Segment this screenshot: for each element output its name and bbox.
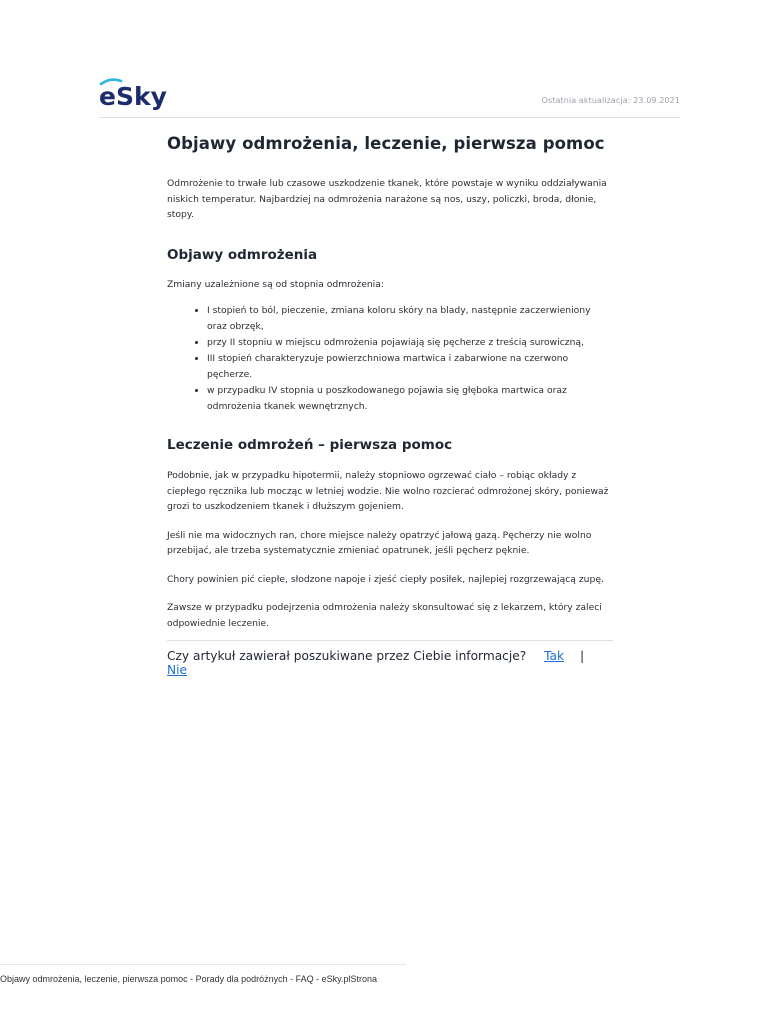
feedback-question: Czy artykuł zawierał poszukiwane przez Ciebie informacje? <box>167 649 527 663</box>
feedback-yes-link[interactable]: Tak <box>544 649 565 663</box>
esky-logo[interactable] <box>99 76 169 110</box>
feedback-bar <box>167 640 613 677</box>
header <box>99 72 680 118</box>
symptoms-lead: Zmiany uzależnione są od stopnia odmrożenia: <box>167 278 384 290</box>
footer-divider <box>0 964 406 965</box>
last-update: Ostatnia aktualizacja: 23.09.2021 <box>541 96 680 105</box>
treatment-paragraph: Jeśli nie ma widocznych ran, chore miejsce należy opatrzyć jałową gazą. Pęcherzy nie wolno przebijać, ale trzeba systematycznie zmieniać opatrunek, jeśli pęcherz pęknie. <box>167 529 592 556</box>
feedback-separator: | <box>579 649 585 663</box>
list-item: • przy II stopniu w miejscu odmrożenia pojawiają się pęcherze z treścią surowiczną, <box>207 335 613 351</box>
treatment-paragraph: Zawsze w przypadku podejrzenia odmrożenia należy skonsultować się z lekarzem, który zaleci odpowiednie leczenie. <box>167 602 602 629</box>
print-footer: Objawy odmrożenia, leczenie, pierwsza pomoc - Porady dla podróżnych - FAQ - eSky.plStrona <box>0 974 378 984</box>
treatment-paragraph: Podobnie, jak w przypadku hipotermii, należy stopniowo ogrzewać ciało – robiąc okłady z ciepłego ręcznika lub mocząc w letniej wodzie. Nie wolno rozcierać odmrożonej skóry, ponieważ grozi to uszkodzeniem tkanek i dłuższym gojeniem. <box>167 470 609 512</box>
article-title: Objawy odmrożenia, leczenie, pierwsza pomoc <box>167 134 605 153</box>
feedback-no-link[interactable]: Nie <box>167 663 188 677</box>
article <box>167 132 613 631</box>
section-heading-treatment: Leczenie odmrożeń – pierwsza pomoc <box>167 437 453 453</box>
treatment-paragraph: Chory powinien pić ciepłe, słodzone napoje i zjeść ciepły posiłek, najlepiej rozgrzewającą zupę. <box>167 573 604 585</box>
section-heading-symptoms: Objawy odmrożenia <box>167 246 318 263</box>
list-item: • III stopień charakteryzuje powierzchniowa martwica i zabarwione na czerwono pęcherze. <box>207 351 613 383</box>
symptoms-list <box>167 303 613 415</box>
list-item: • w przypadku IV stopnia u poszkodowanego pojawia się głęboka martwica oraz odmrożenia tkanek wewnętrznych. <box>207 383 613 415</box>
svg-text:eSky: eSky <box>99 82 167 110</box>
list-item: • I stopień to ból, pieczenie, zmiana koloru skóry na blady, następnie zaczerwieniony oraz obrzęk, <box>207 303 613 335</box>
intro-paragraph: Odmrożenie to trwałe lub czasowe uszkodzenie tkanek, które powstaje w wyniku oddziaływania niskich temperatur. Najbardziej na odmrożenia narażone są nos, uszy, policzki, broda, dłonie, stopy. <box>167 178 607 220</box>
